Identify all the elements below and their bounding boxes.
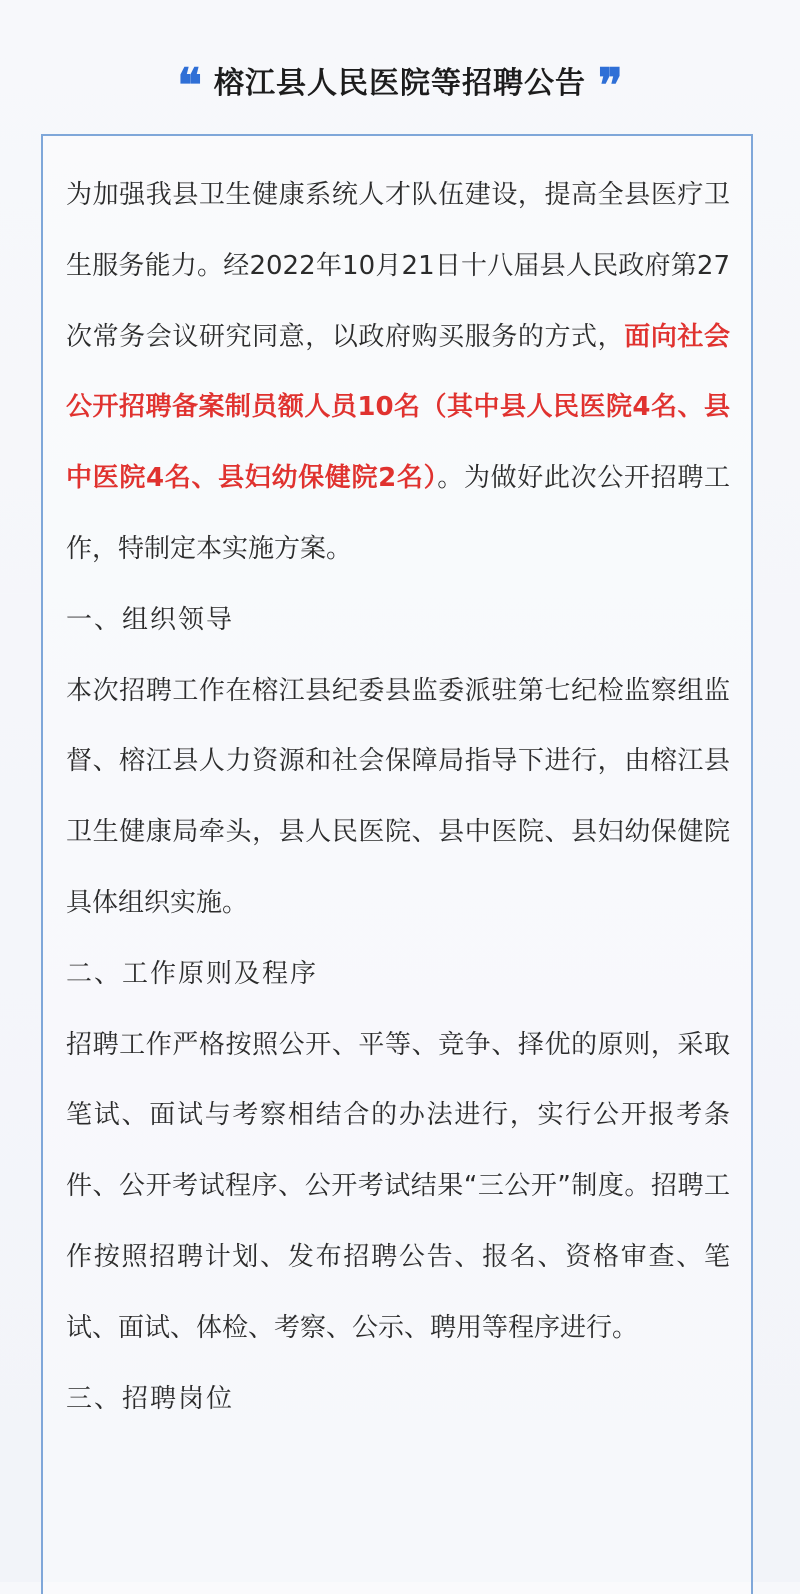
announcement-body xyxy=(66,160,730,1434)
section-heading-positions: 三、招聘岗位 xyxy=(66,1383,235,1414)
intro-text-part1: 为加强我县卫生健康系统人才队伍建设，提高全县医疗卫生服务能力。经2022年10月21日十八届县人民政府第27次常务会议研究同意，以政府购买服务的方式， xyxy=(66,180,730,352)
open-quote-icon: ❝ xyxy=(177,62,202,98)
close-quote-icon: ❞ xyxy=(598,62,623,98)
page-title: 榕江县人民医院等招聘公告 xyxy=(214,66,586,101)
section-heading-principles: 二、工作原则及程序 xyxy=(66,958,319,989)
intro-paragraph xyxy=(66,160,730,585)
intro-highlight: 面向社会公开招聘备案制员额人员10名（其中县人民医院4名、县中医院4名、县妇幼保健院2名） xyxy=(66,321,730,494)
intro-text-part2: 。为做好此次公开招聘工作，特制定本实施方案。 xyxy=(66,463,730,564)
section-body-principles: 招聘工作严格按照公开、平等、竞争、择优的原则，采取笔试、面试与考察相结合的办法进行，实行公开报考条件、公开考试程序、公开考试结果“三公开”制度。招聘工作按照招聘计划、发布招聘公告、报名、资格审查、笔试、面试、体检、考察、公示、聘用等程序进行。 xyxy=(66,1029,730,1343)
section-body-organization: 本次招聘工作在榕江县纪委县监委派驻第七纪检监察组监督、榕江县人力资源和社会保障局指导下进行，由榕江县卫生健康局牵头，县人民医院、县中医院、县妇幼保健院具体组织实施。 xyxy=(66,675,730,918)
section-heading-organization: 一、组织领导 xyxy=(66,604,235,635)
announcement-header xyxy=(0,58,800,102)
